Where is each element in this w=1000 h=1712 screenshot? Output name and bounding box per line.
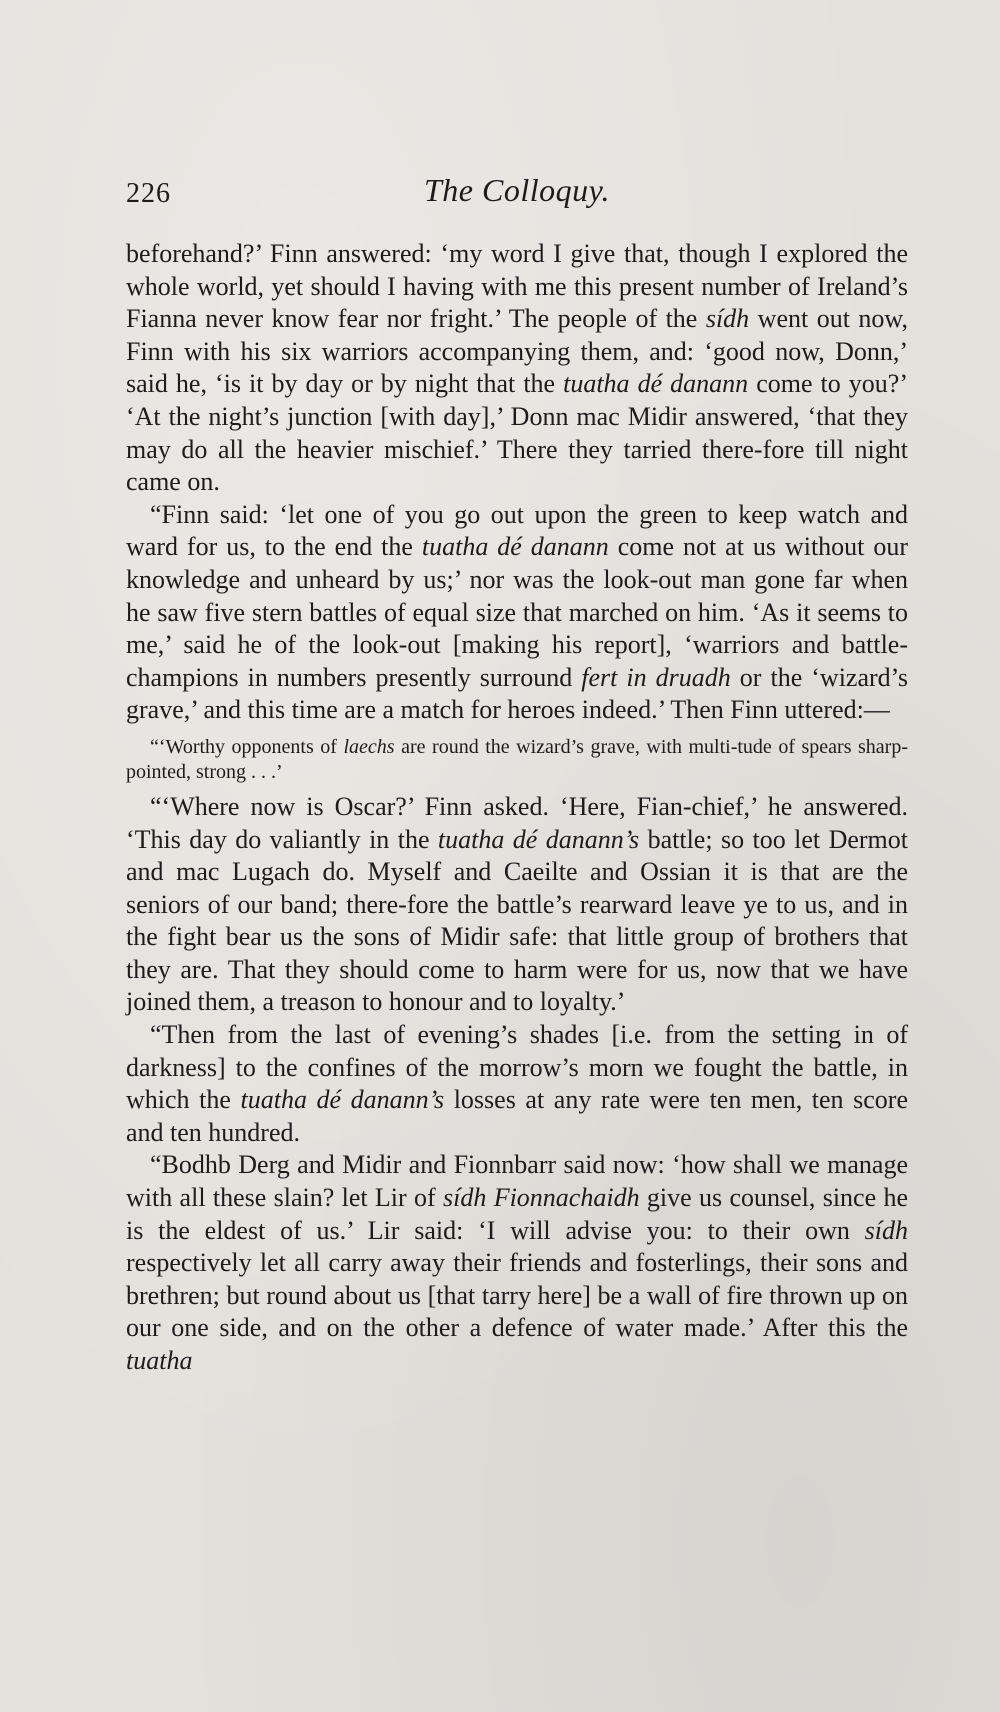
italic-term: laechs [343,735,395,758]
paragraph-3 [126,791,908,1019]
text-run: or the ‘wizard’s grave,’ and this time are a match for heroes indeed.’ Then Finn uttered:— [126,662,908,725]
italic-term: tuatha dé danann [563,369,749,399]
text-run: “Bodhb Derg and Midir and Fionnbarr said now: ‘how shall we manage with all these slain? let Lir of [126,1150,908,1213]
body-text [126,238,908,1378]
text-run: are round the wizard’s grave, with multi-tude of spears sharp-pointed, strong . . .’ [126,735,908,783]
italic-term: fert in druadh [581,662,731,692]
text-run: “Finn said: ‘let one of you go out upon the green to keep watch and ward for us, to the end the [126,499,908,562]
text-run: come not at us without our knowledge and unheard by us;’ nor was the look-out man gone far when he saw five stern battles of equal size that marched on him. ‘As it seems to me,’ said he of the look-out [making his report], ‘warriors and battle-champions in numbers presently surround [126,532,909,692]
paragraph-4 [126,1019,908,1149]
text-run: give us counsel, since he is the eldest of us.’ Lir said: ‘I will advise you: to their own [126,1183,909,1245]
text-run: “‘Worthy opponents of [150,735,344,758]
page-number: 226 [126,178,171,209]
italic-term: tuatha dé danann’s [240,1085,445,1115]
text-run: battle; so too let Dermot and mac Lugach do. Myself and Caeilte and Ossian it is that are the seniors of our band; there-fore the battle’s rearward leave ye to us, and in the fight bear us the sons of Midir safe: that little group of brothers that they are. That they should come to harm were for us, now that we have joined them, a treason to honour and to loyalty.’ [126,824,908,1017]
italic-term: sídh [864,1215,908,1245]
text-run: respectively let all carry away their friends and fosterlings, their sons and brethren; but round about us [that tarry here] be a wall of fire thrown up on our one side, and on the other a defence of water made.’ After this the [126,1248,908,1343]
text-run: went out now, Finn with his six warriors accompanying them, and: ‘good now, Donn,’ said he, ‘is it by day or by night that the [126,304,908,399]
italic-term: tuatha dé danann [421,532,609,562]
text-run: “‘Where now is Oscar?’ Finn asked. ‘Here, Fian-chief,’ he answered. ‘This day do valiantly in the [126,791,908,854]
paragraph-1 [126,238,908,499]
italic-term: tuatha [126,1346,193,1375]
paragraph-5 [126,1149,908,1377]
italic-term: sídh [705,304,750,334]
running-head: The Colloquy. [423,172,611,208]
text-run: beforehand?’ Finn answered: ‘my word I give that, though I explored the whole world, yet should I having with me this present number of Ireland’s Fianna never know fear nor fright.’ The people of the [126,239,908,334]
italic-term: tuatha dé danann’s [437,824,640,854]
verse-quote [126,735,908,785]
book-page [126,0,908,1712]
text-run: losses at any rate were ten men, ten score and ten hundred. [126,1085,908,1147]
italic-term: sídh Fionnachaidh [443,1183,640,1213]
paragraph-2 [126,499,908,727]
text-run: “Then from the last of evening’s shades [i.e. from the setting in of darkness] to the confines of the morrow’s morn we fought the battle, in which the [126,1020,908,1115]
page-header [126,172,908,222]
text-run: come to you?’ ‘At the night’s junction [with day],’ Donn mac Midir answered, ‘that they may do all the heavier mischief.’ There they tarried there-fore till night came on. [126,369,908,497]
